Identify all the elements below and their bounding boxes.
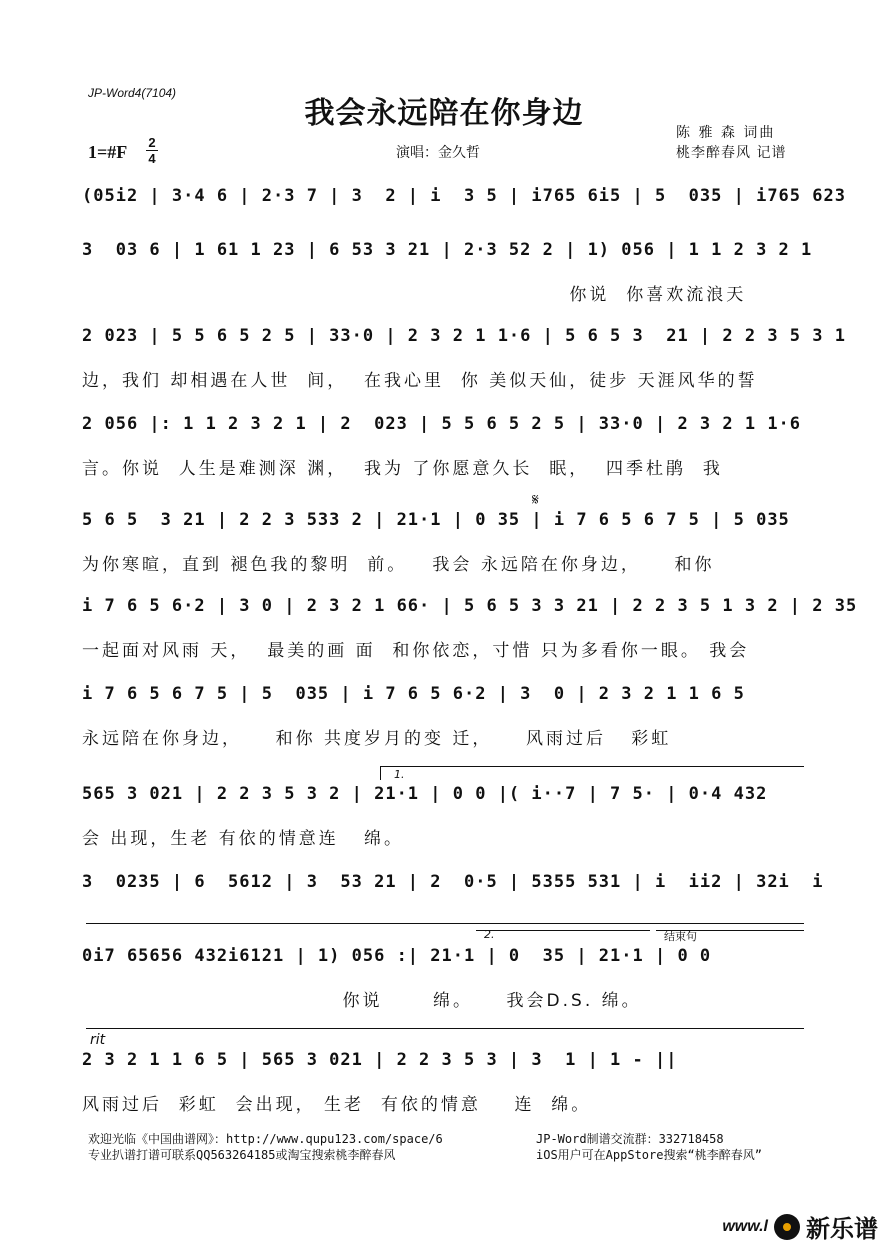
lyrics-line: 会 出现，生老 有依的情意连 绵。 [82, 829, 405, 849]
lyrics-line: 风雨过后 彩虹 会出现， 生老 有依的情意 连 绵。 [82, 1095, 592, 1115]
segno-mark: 𝄋 [532, 490, 539, 509]
score-row [82, 596, 858, 688]
notes-line: 3 03 6 | 1 61 1 23 | 6 53 3 21 | 2·3 52 2 | 1) 056 | 1 1 2 3 2 1 [82, 240, 813, 260]
lyrics-line: 永远陪在你身边， 和你 共度岁月的变 迁， 风雨过后 彩虹 [82, 729, 672, 749]
lyrics-line: 你说 绵。 我会D.S. 绵。 [82, 991, 642, 1011]
score-row [82, 414, 808, 506]
footer-site-line: 欢迎光临《中国曲谱网》：http://www.qupu123.com/space/6 [88, 1132, 443, 1146]
volta-bracket-edge [380, 766, 381, 780]
score-row [82, 510, 808, 602]
software-tag: JP-Word4(7104) [88, 86, 177, 100]
lyricist-composer-credit: 陈 雅 森 词曲 [676, 125, 776, 141]
notes-line: 2 3 2 1 1 6 5 | 565 3 021 | 2 2 3 5 3 | 3 1 | 1 - || [82, 1050, 678, 1070]
brand-logo [722, 1209, 878, 1244]
rit-bracket [86, 1028, 804, 1029]
lyrics-line: 边，我们 却相遇在人世 间， 在我心里 你 美似天仙，徒步 天涯风华的誓 [82, 371, 758, 391]
lyrics-line: 为你寒暄，直到 褪色我的黎明 前。 我会 永远陪在你身边， 和你 [82, 555, 715, 575]
notes-line: 2 056 |: 1 1 2 3 2 1 | 2 023 | 5 5 6 5 2 5 | 33·0 | 2 3 2 1 1·6 [82, 414, 802, 434]
footer-contact-line: 专业扒谱打谱可联系QQ563264185或淘宝搜索桃李醉春风 [88, 1148, 396, 1162]
notes-line: 0i7 65656 432i6121 | 1) 056 :| 21·1 | 0 35 | 21·1 | 0 0 [82, 946, 712, 966]
site-url-partial: www.l [722, 1217, 768, 1235]
rit-mark: rit [90, 1032, 106, 1048]
notes-line: i 7 6 5 6·2 | 3 0 | 2 3 2 1 66· | 5 6 5 3 3 21 | 2 2 3 5 1 3 2 | 2 35 [82, 596, 858, 616]
notes-line: (05i2 | 3·4 6 | 2·3 7 | 3 2 | i 3 5 | i765 6i5 | 5 035 | i765 623 [82, 186, 846, 206]
lyrics-line: 你说 你喜欢流浪天 [82, 285, 747, 305]
score-row [82, 326, 846, 418]
coda-label: 结束句 [664, 930, 697, 943]
song-title: 我会永远陪在你身边 [304, 96, 584, 131]
time-signature [146, 136, 158, 165]
score-row [82, 1050, 808, 1142]
key-signature: 1=#F [88, 142, 128, 162]
score-row [82, 684, 808, 776]
transcriber-credit: 桃李醉春风 记谱 [676, 145, 787, 161]
footer-group-line: JP-Word制谱交流群：332718458 [536, 1132, 724, 1146]
notes-line: i 7 6 5 6 7 5 | 5 035 | i 7 6 5 6·2 | 3 0 | 2 3 2 1 1 6 5 [82, 684, 745, 704]
volta-1-label: 1. [394, 768, 405, 781]
score-row [82, 946, 808, 1038]
notes-line: 3 0235 | 6 5612 | 3 53 21 | 2 0·5 | 5355 531 | i ii2 | 32i i [82, 872, 824, 892]
continuation-bracket [86, 923, 804, 924]
volta-bracket [380, 766, 804, 767]
singer-credit: 演唱：金久哲 [396, 145, 480, 161]
meter-top: 2 [148, 135, 156, 150]
music-disc-icon [774, 1214, 800, 1240]
lyrics-line: 言。你说 人生是难测深 渊， 我为 了你愿意久长 眠， 四季杜鹃 我 [82, 459, 723, 479]
notes-line: 5 6 5 3 21 | 2 2 3 533 2 | 21·1 | 0 35 | i 7 6 5 6 7 5 | 5 035 [82, 510, 790, 530]
notes-line: 2 023 | 5 5 6 5 2 5 | 33·0 | 2 3 2 1 1·6 | 5 6 5 3 21 | 2 2 3 5 3 1 [82, 326, 846, 346]
meter-bottom: 4 [148, 151, 156, 166]
score-row [82, 784, 808, 876]
score-row [82, 240, 813, 332]
volta-2-label: 2. [484, 928, 495, 941]
lyrics-line: 一起面对风雨 天， 最美的画 面 和你依恋，寸惜 只为多看你一眼。 我会 [82, 641, 750, 661]
brand-name: 新乐谱 [806, 1215, 878, 1243]
notes-line: 565 3 021 | 2 2 3 5 3 2 | 21·1 | 0 0 |( i··7 | 7 5· | 0·4 432 [82, 784, 768, 804]
footer-ios-line: iOS用户可在AppStore搜索“桃李醉春风” [536, 1148, 762, 1162]
volta-2-bracket [476, 930, 650, 931]
